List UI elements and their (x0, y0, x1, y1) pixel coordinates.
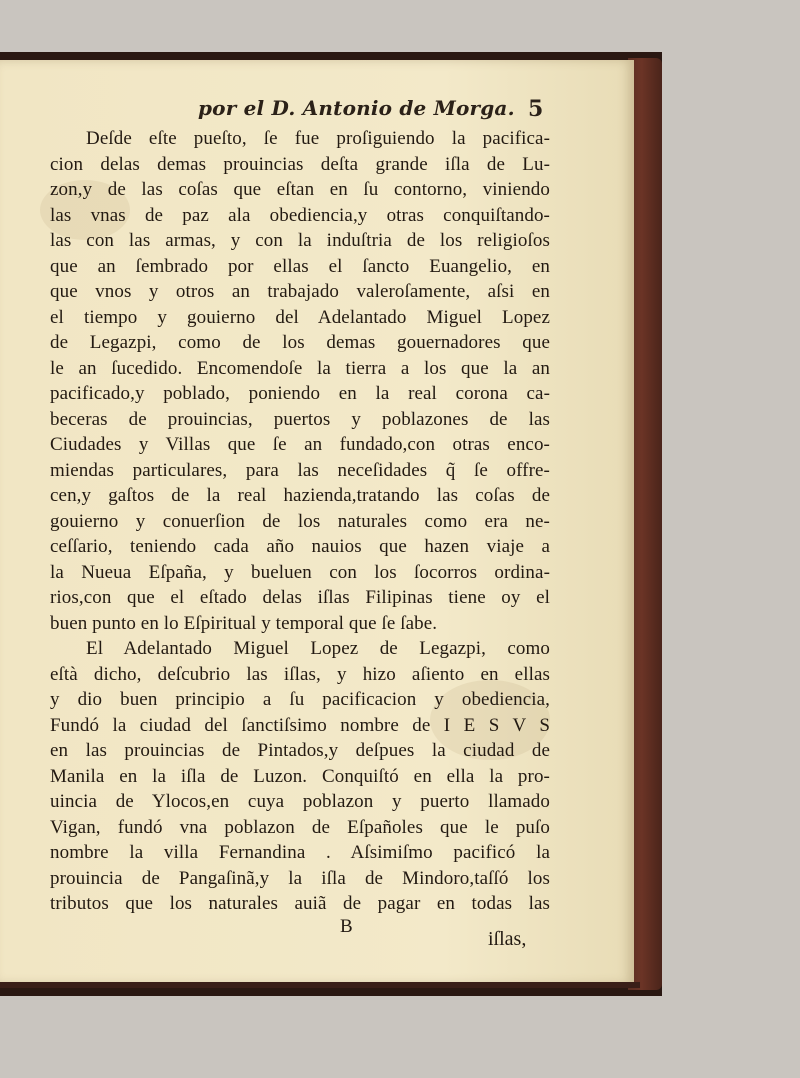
text-line: pacificado,y poblado, poniendo en la real corona ca- (50, 383, 550, 404)
text-line: miendas particulares, para las neceſidades q̃ ſe offre- (50, 459, 550, 481)
text-line: que vnos y otros an trabajado valeroſamente, aſsi en (50, 281, 550, 302)
text-line: el tiempo y gouierno del Adelantado Miguel Lopez (50, 306, 550, 328)
catchword: iſlas, (488, 928, 527, 950)
text-line: gouierno y conuerſion de los naturales como era ne- (50, 510, 550, 532)
text-line: El Adelantado Miguel Lopez de Legazpi, como (86, 638, 550, 659)
text-line: Fundó la ciudad del ſanctiſsimo nombre de I E S V S (50, 714, 550, 736)
text-line: ceſſario, teniendo cada año nauios que hazen viaje a (50, 536, 550, 557)
book-bottom-edge (0, 982, 640, 988)
text-line: y dio buen principio a ſu pacificacion y obediencia, (50, 689, 550, 710)
body-text (50, 126, 550, 917)
running-title: por el D. Antonio de Morga. (198, 96, 515, 120)
text-line: le an ſucedido. Encomendoſe la tierra a los que la an (50, 357, 550, 379)
text-line: cen,y gaſtos de la real hazienda,tratando las coſas de (50, 485, 550, 506)
text-line: tributos que los naturales auiã de pagar en todas las (50, 893, 550, 914)
text-line: rios,con que el eſtado delas iſlas Filipinas tiene oy el (50, 587, 550, 608)
text-line: Manila en la iſla de Luzon. Conquiſtó en ella la pro- (50, 765, 550, 787)
book-page (0, 60, 634, 984)
text-line: buen punto en lo Eſpiritual y temporal que ſe ſabe. (50, 612, 438, 634)
text-line: beceras de prouincias, puertos y poblazones de las (50, 408, 550, 430)
page-header (0, 96, 634, 126)
text-line: Ciudades y Villas que ſe an fundado,con otras enco- (50, 434, 550, 455)
text-line: en las prouincias de Pintados,y deſpues la ciudad de (50, 740, 550, 761)
text-line: Vigan, fundó vna poblazon de Eſpañoles que le puſo (50, 816, 550, 838)
signature-mark: B (340, 916, 353, 937)
text-line: de Legazpi, como de los demas gouernadores que (50, 332, 550, 353)
text-line: nombre la villa Fernandina . Aſsimiſmo pacificó la (50, 842, 550, 863)
text-line: cion delas demas prouincias deſta grande iſla de Lu- (50, 153, 550, 175)
text-line: eſtà dicho, deſcubrio las iſlas, y hizo aſiento en ellas (50, 663, 550, 685)
text-line: prouincia de Pangaſinã,y la iſla de Mindoro,taſſó los (50, 867, 550, 889)
text-line: zon,y de las coſas que eſtan en ſu contorno, viniendo (50, 179, 550, 200)
text-line: que an ſembrado por ellas el ſancto Euangelio, en (50, 255, 550, 277)
text-line: la Nueua Eſpaña, y bueluen con los ſocorros ordina- (50, 561, 550, 583)
text-line: las vnas de paz ala obediencia,y otras conquiſtando- (50, 204, 550, 226)
text-line: las con las armas, y con la induſtria de los religioſos (50, 230, 550, 251)
text-line: uincia de Ylocos,en cuya poblazon y puerto llamado (50, 791, 550, 812)
text-line: Deſde eſte pueſto, ſe fue proſiguiendo la pacifica- (86, 128, 550, 149)
page-number: 5 (528, 96, 544, 122)
